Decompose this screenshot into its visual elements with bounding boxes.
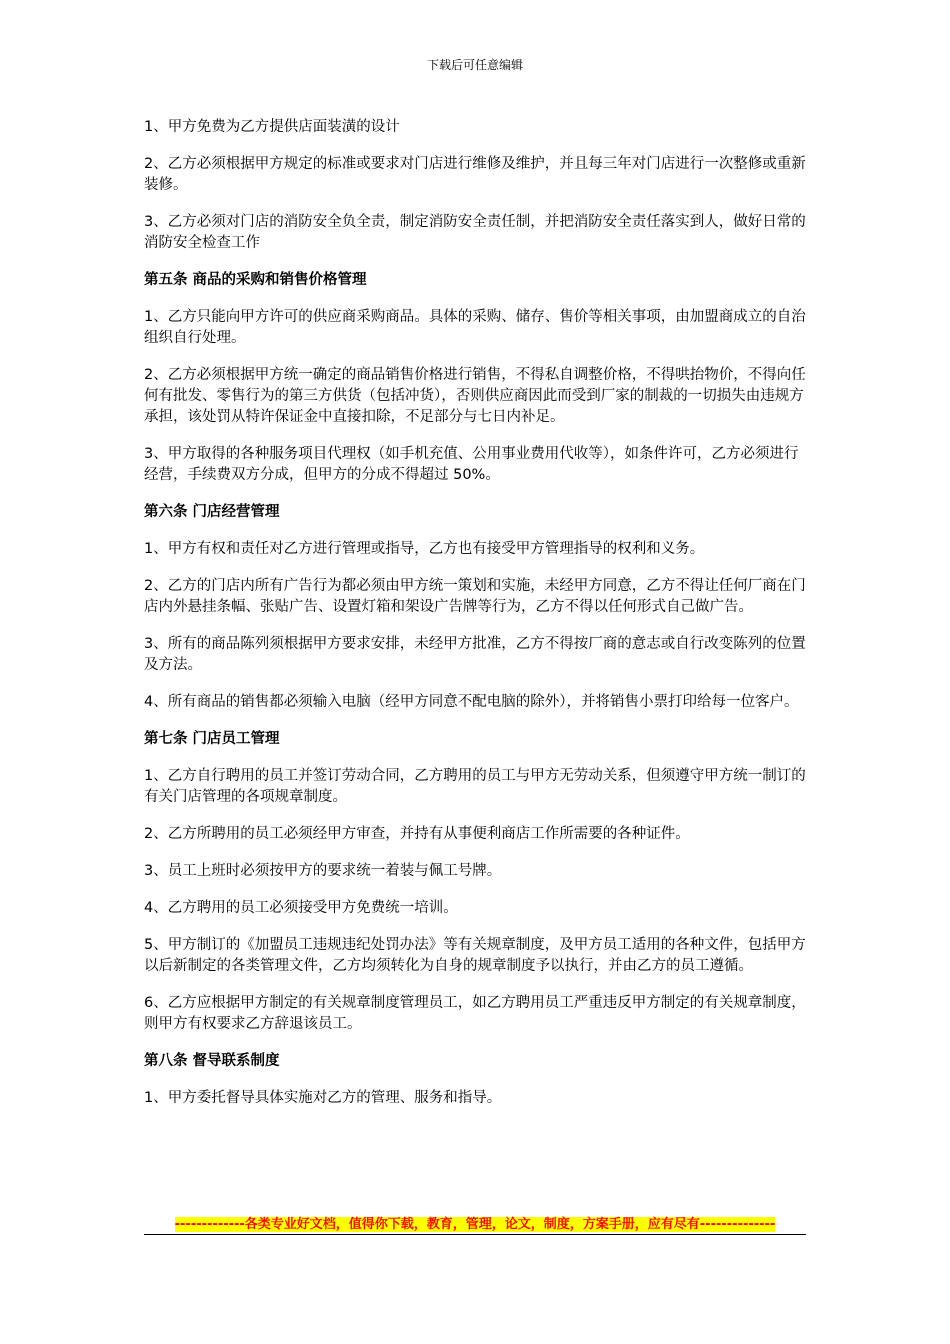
paragraph: 1、甲方委托督导具体实施对乙方的管理、服务和指导。 xyxy=(144,1090,502,1106)
paragraph: 1、甲方免费为乙方提供店面装潢的设计 xyxy=(144,119,400,135)
paragraph: 1、乙方自行聘用的员工并签订劳动合同，乙方聘用的员工与甲方无劳动关系，但须遵守甲方统一制订的有关门店管理的各项规章制度。 xyxy=(144,768,806,805)
paragraph: 2、乙方所聘用的员工必须经甲方审查，并持有从事便利商店工作所需要的各种证件。 xyxy=(144,826,690,842)
paragraph: 3、乙方必须对门店的消防安全负全责，制定消防安全责任制，并把消防安全责任落实到人，做好日常的消防安全检查工作 xyxy=(144,214,806,251)
section-heading: 第八条 督导联系制度 xyxy=(144,1053,280,1069)
paragraph: 6、乙方应根据甲方制定的有关规章制度管理员工，如乙方聘用员工严重违反甲方制定的有关规章制度，则甲方有权要求乙方辞退该员工。 xyxy=(144,995,806,1032)
section-heading: 第六条 门店经营管理 xyxy=(144,504,280,520)
paragraph: 2、乙方的门店内所有广告行为都必须由甲方统一策划和实施，未经甲方同意，乙方不得让任何厂商在门店内外悬挂条幅、张贴广告、设置灯箱和架设广告牌等行为，乙方不得以任何形式自己做广告。 xyxy=(144,578,806,615)
page-header: 下载后可任意编辑 xyxy=(426,58,523,72)
paragraph: 2、乙方必须根据甲方规定的标准或要求对门店进行维修及维护，并且每三年对门店进行一次整修或重新装修。 xyxy=(144,156,806,193)
paragraph: 4、乙方聘用的员工必须接受甲方免费统一培训。 xyxy=(144,900,458,916)
section-heading: 第七条 门店员工管理 xyxy=(144,731,280,747)
paragraph: 1、甲方有权和责任对乙方进行管理或指导，乙方也有接受甲方管理指导的权利和义务。 xyxy=(144,541,705,557)
section-heading: 第五条 商品的采购和销售价格管理 xyxy=(144,272,367,288)
paragraph: 3、甲方取得的各种服务项目代理权（如手机充值、公用事业费用代收等），如条件许可，乙方必须进行经营，手续费双方分成，但甲方的分成不得超过 50%。 xyxy=(144,446,799,483)
document-body xyxy=(144,117,806,1125)
paragraph: 5、甲方制订的《加盟员工违规违纪处罚办法》等有关规章制度，及甲方员工适用的各种文件，包括甲方以后新制定的各类管理文件，乙方均须转化为自身的规章制度予以执行，并由乙方的员工遵循。 xyxy=(144,937,806,974)
paragraph: 3、员工上班时必须按甲方的要求统一着装与佩工号牌。 xyxy=(144,863,502,879)
page-footer xyxy=(144,1213,806,1234)
footer-banner-text: -------------各类专业好文档，值得你下载，教育，管理，论文，制度，方案手册，应有尽有-------------- xyxy=(174,1217,776,1232)
paragraph: 4、所有商品的销售都必须输入电脑（经甲方同意不配电脑的除外），并将销售小票打印给每一位客户。 xyxy=(144,694,799,710)
paragraph: 1、乙方只能向甲方许可的供应商采购商品。具体的采购、储存、售价等相关事项，由加盟商成立的自治组织自行处理。 xyxy=(144,309,806,346)
paragraph: 3、所有的商品陈列须根据甲方要求安排，未经甲方批准，乙方不得按厂商的意志或自行改变陈列的位置及方法。 xyxy=(144,636,806,673)
paragraph: 2、乙方必须根据甲方统一确定的商品销售价格进行销售，不得私自调整价格，不得哄抬物价，不得向任何有批发、零售行为的第三方供货（包括冲货），否则供应商因此而受到厂家的制裁的一切损失由违规方承担，该处罚从特许保证金中直接扣除，不足部分与七日内补足。 xyxy=(144,367,806,425)
footer-divider xyxy=(144,1234,806,1235)
